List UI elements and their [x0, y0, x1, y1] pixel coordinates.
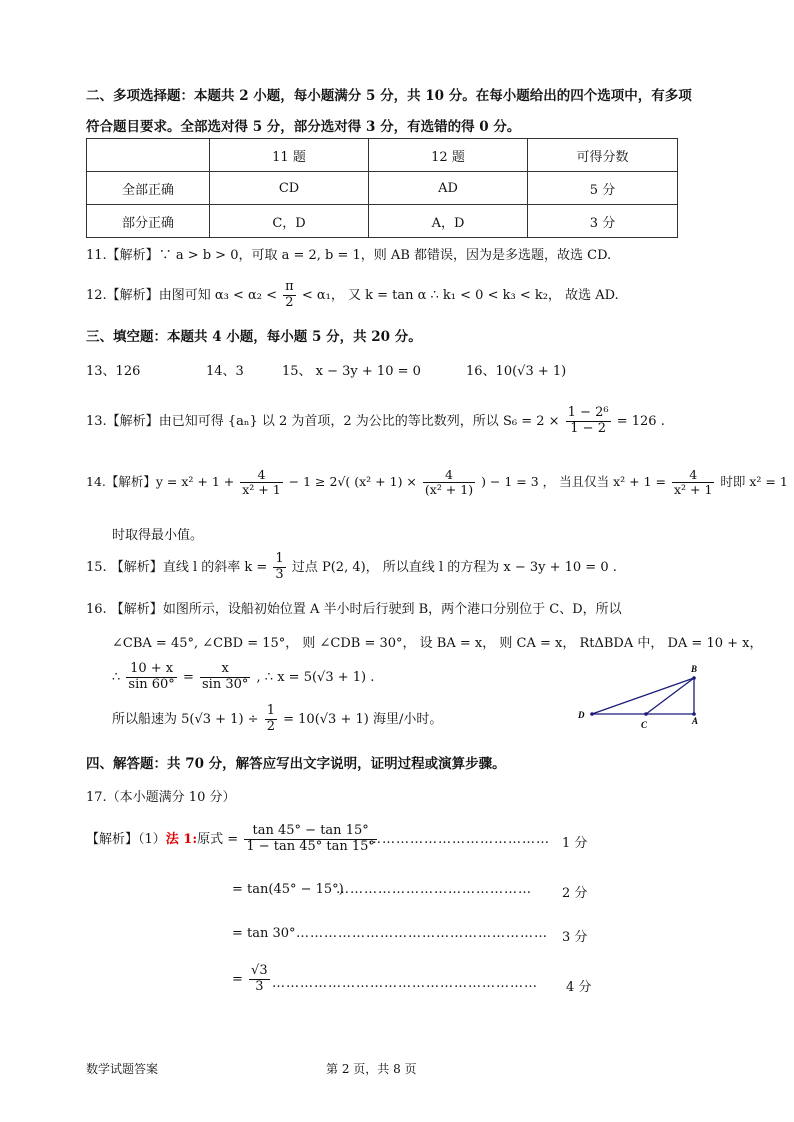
table-cell: 5 分 — [528, 172, 678, 205]
label-b: B — [691, 664, 698, 674]
q16-line4 — [112, 700, 442, 740]
q11-label: 11.【解析】 — [86, 248, 159, 263]
fraction-denominator: 1 − 2 — [570, 421, 606, 436]
table-cell: AD — [369, 172, 528, 205]
footer-left: 数学试题答案 — [86, 1062, 159, 1076]
score-3: 3 分 — [562, 930, 588, 945]
table-cell: C，D — [210, 205, 369, 238]
score-1: 1 分 — [562, 836, 588, 851]
line-db — [592, 678, 694, 714]
q15-text-1: 直线 l 的斜率 k = — [162, 560, 268, 575]
q13-text-1: 由已知可得 {aₙ} 以 2 为首项，2 为公比的等比数列，所以 S₆ = 2 × — [158, 414, 560, 429]
fraction-numerator: 4 — [672, 468, 714, 483]
q13-solution — [86, 402, 665, 442]
score-2: 2 分 — [562, 886, 588, 901]
q17-label: 【解析】（1） — [86, 832, 166, 847]
fraction-denominator: sin 60° — [128, 677, 175, 692]
table-header-row — [87, 139, 678, 172]
fraction-denominator: 3 — [275, 567, 284, 582]
q12-fraction — [283, 280, 296, 311]
q16-fraction-3 — [265, 704, 277, 735]
fraction-denominator: 3 — [255, 979, 264, 994]
table-cell: 11 题 — [210, 139, 369, 172]
q16-line1 — [86, 598, 622, 617]
fraction-denominator: x² + 1 — [242, 482, 281, 497]
q15-label: 15. 【解析】 — [86, 560, 163, 575]
table-cell: A，D — [369, 205, 528, 238]
q16-result: , ∴ x = 5(√3 + 1) . — [256, 670, 375, 685]
section2-heading-line1: 二、多项选择题：本题共 2 小题，每小题满分 5 分，共 10 分。在每小题给出的四个选项中，有多项 — [86, 88, 692, 104]
q14-text-3: ) − 1 = 3 ， 当且仅当 x² + 1 = — [481, 474, 666, 489]
q16-fraction-1 — [126, 662, 176, 693]
fraction-numerator: tan 45° − tan 15° — [244, 824, 377, 840]
leader-dots: ………………………………… — [368, 832, 550, 847]
table-cell: 12 题 — [369, 139, 528, 172]
table-cell: CD — [210, 172, 369, 205]
fraction-denominator: x² + 1 — [673, 482, 713, 497]
label-c: C — [641, 720, 648, 730]
fraction-numerator: √3 — [251, 963, 268, 979]
q14-fraction-1 — [240, 468, 282, 498]
table-cell: 全部正确 — [87, 172, 210, 205]
scoring-table — [86, 138, 678, 238]
fraction-numerator: 1 − 2⁶ — [567, 405, 609, 421]
fraction-denominator: 1 − tan 45° tan 15° — [246, 839, 375, 854]
q15-text-2: 过点 P(2, 4)， 所以直线 l 的方程为 x − 3y + 10 = 0 . — [291, 560, 617, 575]
point-d — [590, 712, 594, 716]
fraction-numerator: 4 — [240, 468, 282, 483]
table-cell: 3 分 — [528, 205, 678, 238]
q14-fraction-3 — [672, 468, 714, 498]
therefore-symbol: ∴ — [112, 670, 121, 685]
q15-fraction — [273, 552, 285, 583]
label-d: D — [578, 710, 585, 720]
q13-label: 13.【解析】 — [86, 414, 159, 429]
q14-fraction-2 — [423, 468, 475, 498]
q17-step1 — [86, 818, 379, 862]
table-cell — [87, 139, 210, 172]
q16-line2: ∠CBA = 45°, ∠CBD = 15°， 则 ∠CDB = 30°， 设 BA = x， 则 CA = x， RtΔBDA 中， DA = 10 + x， — [112, 636, 763, 651]
q16-line3 — [112, 658, 374, 698]
fraction-numerator: 1 — [266, 703, 275, 719]
q13-fraction — [566, 406, 611, 437]
table-cell: 部分正确 — [87, 205, 210, 238]
fraction-denominator: (x² + 1) — [424, 482, 474, 497]
fraction-numerator: π — [285, 279, 294, 295]
leader-dots: ……………………………………………… — [296, 926, 548, 941]
q16-speed-text-1: 所以船速为 5(√3 + 1) ÷ — [112, 712, 259, 727]
q14-line2: 时取得最小值。 — [112, 528, 204, 543]
q12-text-1: 由图可知 α₃ < α₂ < — [158, 288, 277, 303]
q12-label: 12.【解析】 — [86, 288, 159, 303]
label-a: A — [692, 716, 699, 726]
q14-text-2: − 1 ≥ 2√( (x² + 1) × — [288, 474, 417, 489]
page-number: 第 2 页，共 8 页 — [326, 1062, 417, 1076]
q16-speed-text-2: = 10(√3 + 1) 海里/小时。 — [283, 712, 443, 727]
leader-dots: ………………………………………………… — [272, 976, 538, 991]
q14-solution — [86, 462, 788, 502]
fraction-denominator: sin 30° — [202, 677, 249, 692]
fraction-denominator: 2 — [285, 295, 294, 310]
fraction-numerator: 10 + x — [126, 662, 176, 678]
q15-solution — [86, 548, 617, 588]
fraction-numerator: 1 — [275, 551, 284, 567]
fraction-numerator: 4 — [423, 468, 475, 483]
point-c — [644, 712, 648, 716]
section2-heading-line2: 符合题目要求。全部选对得 5 分，部分选对得 3 分，有选错的得 0 分。 — [86, 119, 521, 135]
q17-title: 17.（本小题满分 10 分） — [86, 790, 236, 805]
table-cell: 可得分数 — [528, 139, 678, 172]
original-expression-label: 原式 = — [197, 832, 239, 847]
section3-heading: 三、填空题：本题共 4 小题，每小题 5 分，共 20 分。 — [86, 329, 422, 345]
q17-step4 — [232, 958, 272, 1002]
q14-label: 14.【解析】 — [86, 474, 156, 489]
q16-text-1: 如图所示，设船初始位置 A 半小时后行驶到 B，两个港口分别位于 C、D，所以 — [162, 602, 622, 617]
method-1-label: 法 1: — [165, 832, 198, 847]
section4-heading: 四、解答题：共 70 分，解答应写出文字说明，证明过程或演算步骤。 — [86, 756, 506, 772]
fraction-numerator: x — [200, 662, 250, 678]
triangle-figure — [574, 662, 704, 732]
q16-fraction-2 — [200, 662, 250, 693]
q11-text: ∵ a > b > 0，可取 a = 2, b = 1，则 AB 都错误，因为是多选题，故选 CD. — [158, 248, 612, 263]
q14-text-1: y = x² + 1 + — [155, 474, 235, 489]
q12-text-2: < α₁， 又 k = tan α ∴ k₁ < 0 < k₃ < k₂， 故选 AD. — [301, 288, 619, 303]
equals-sign: = — [182, 670, 194, 685]
q16-label: 16. 【解析】 — [86, 602, 163, 617]
answer-13: 13、126 — [86, 364, 141, 379]
answer-15: 15、 x − 3y + 10 = 0 — [282, 364, 421, 379]
answer-16: 16、10(√3 + 1) — [466, 364, 567, 379]
table-row — [87, 205, 678, 238]
q17-step3: = tan 30° — [232, 926, 296, 941]
line-cb — [646, 678, 694, 714]
point-b — [692, 676, 696, 680]
equals-sign: = — [232, 972, 243, 987]
q14-text-4: 时即 x² = 1 — [720, 474, 788, 489]
score-4: 4 分 — [566, 980, 592, 995]
q11-solution — [86, 244, 611, 263]
q17-result-fraction — [249, 964, 270, 995]
fraction-denominator: 2 — [266, 719, 275, 734]
q17-step2: = tan(45° − 15°) — [232, 882, 344, 897]
q12-solution — [86, 276, 619, 316]
table-row — [87, 172, 678, 205]
q13-text-2: = 126 . — [616, 414, 665, 429]
answer-14: 14、3 — [206, 364, 244, 379]
leader-dots: …………………………………… — [336, 882, 532, 897]
q17-fraction — [244, 824, 377, 855]
